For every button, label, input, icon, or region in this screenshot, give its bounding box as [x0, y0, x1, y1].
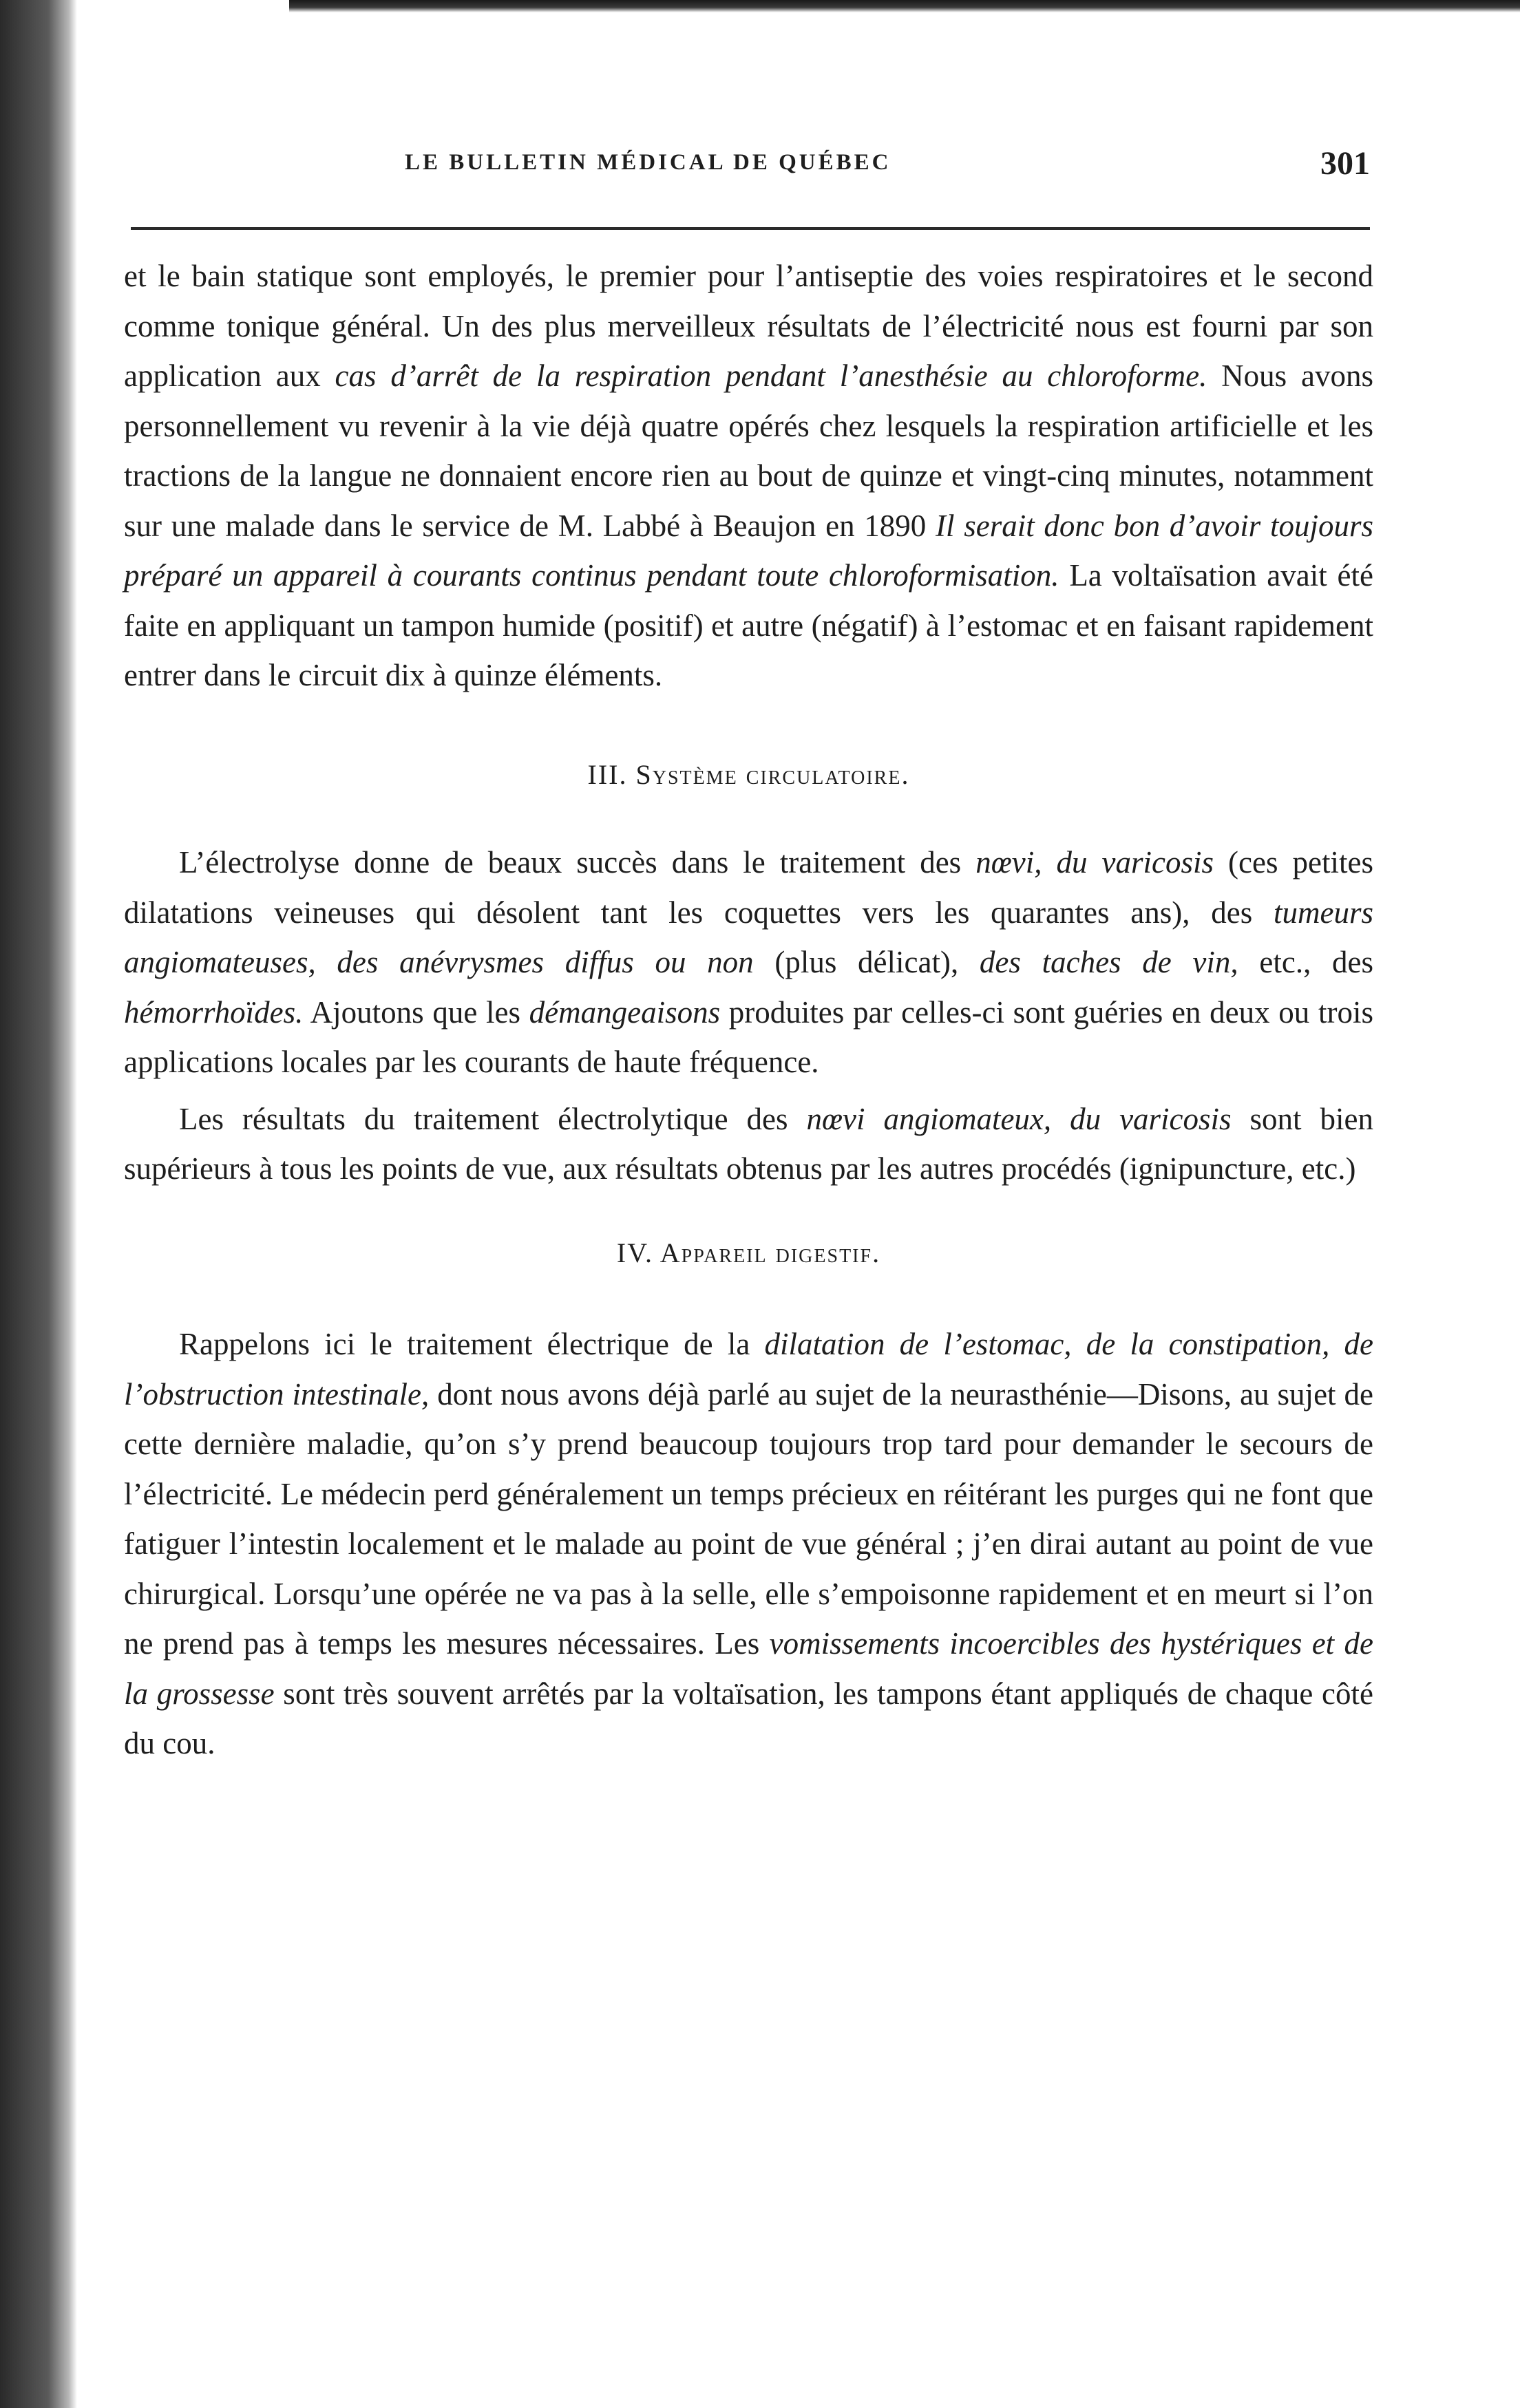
paragraph-results: Les résultats du traitement électrolytique des nœvi angiomateux, du varicosis sont bien supérieurs à tous les points de vue, aux résultats obtenus par les autres procédés (ignipuncture, etc.): [124, 1101, 1373, 1186]
section-heading-circulatory: III. Système circulatoire.: [587, 758, 910, 790]
page-header: [131, 145, 1370, 186]
spacer: [124, 1194, 1373, 1228]
spacer: [124, 800, 1373, 838]
running-head: LE BULLETIN MÉDICAL DE QUÉBEC: [405, 150, 891, 175]
page-number: 301: [1320, 145, 1370, 182]
page-body: [124, 251, 1373, 1769]
spacer: [124, 1278, 1373, 1319]
header-rule: [131, 227, 1370, 230]
book-binding-edge: [0, 0, 77, 2408]
paragraph-respiration: et le bain statique sont employés, le premier pour l’antiseptie des voies respiratoires et le second comme tonique général. Un des plus merveilleux résultats de l’électricité nous est fourni par son application aux cas d’arrêt de la respiration pendant l’anesthésie au chloroforme. Nous avons personnellement vu revenir à la vie déjà quatre opérés chez lesquels la respiration artificielle et les tractions de la langue ne donnaient encore rien au bout de quinze et vingt-cinq minutes, notamment sur une malade dans le service de M. Labbé à Beaujon en 1890 Il serait donc bon d’avoir toujours préparé un appareil à courants continus pendant toute chloroformisation. La voltaïsation avait été faite en appliquant un tampon humide (positif) et autre (négatif) à l’estomac et en faisant rapidement entrer dans le circuit dix à quinze éléments.: [124, 259, 1374, 692]
spacer: [124, 701, 1373, 750]
paragraph-electrolysis: L’électrolyse donne de beaux succès dans le traitement des nœvi, du varicosis (ces petites dilatations veineuses qui désolent tant les coquettes vers les quarantes ans), des tumeurs angiomateuses, des anévrysmes diffus ou non (plus délicat), des taches de vin, etc., des hémorrhoïdes. Ajoutons que les démangeaisons produites par celles-ci sont guéries en deux ou trois applications locales par les courants de haute fréquence.: [124, 845, 1374, 1079]
paragraph-digestive: Rappelons ici le traitement électrique de la dilatation de l’estomac, de la constipation, de l’obstruction intestinale, dont nous avons déjà parlé au sujet de la neurasthénie—Disons, au sujet de cette dernière maladie, qu’on s’y prend beaucoup toujours trop tard pour demander le secours de l’électricité. Le médecin perd généralement un temps précieux en réitérant les purges qui ne font que fatiguer l’intestin localement et le malade au point de vue général ; j’en dirai autant au point de vue chirurgical. Lorsqu’une opérée ne va pas à la selle, elle s’empoisonne rapidement et en meurt si l’on ne prend pas à temps les mesures nécessaires. Les vomissements incoercibles des hystériques et de la grossesse sont très souvent arrêtés par la voltaïsation, les tampons étant appliqués de chaque côté du cou.: [124, 1327, 1374, 1760]
section-heading-digestive: IV. Appareil digestif.: [616, 1237, 881, 1268]
scan-top-edge: [289, 0, 1520, 12]
